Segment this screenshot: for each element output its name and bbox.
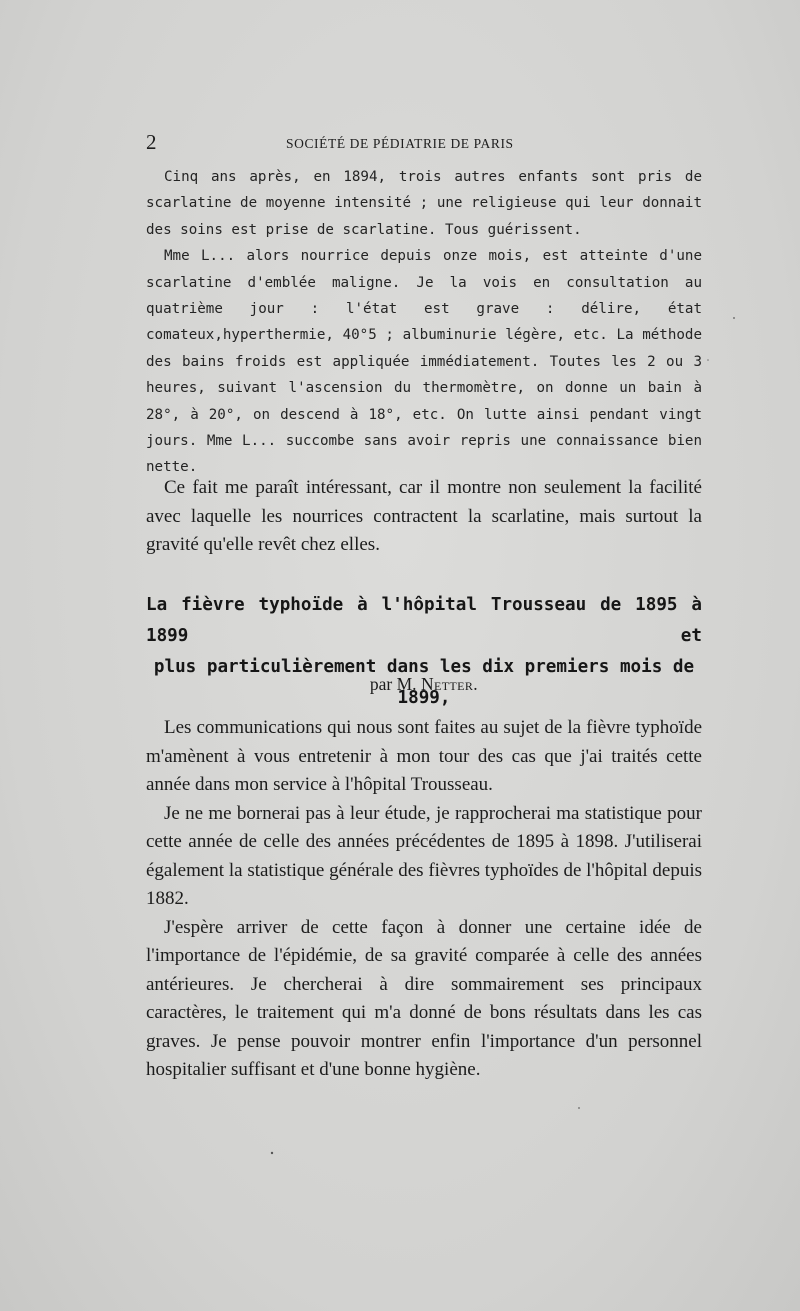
article-title [146, 590, 702, 714]
speck [733, 317, 735, 319]
article-title-line-1: La fièvre typhoïde à l'hôpital Trousseau de 1895 à 1899 et [146, 595, 702, 646]
page-number: 2 [146, 130, 157, 154]
previous-case-text [146, 164, 702, 481]
paragraph: Mme L... alors nourrice depuis onze mois, est atteinte d'une scarlatine d'emblée maligne. Je la vois en consultation au quatrième jour : l'état est grave : délire, état comateux,hyperthermie, 40°5 ; albuminurie légère, etc. La méthode des bains froids est appliquée immédiatement. Toutes les 2 ou 3 heures, suivant l'ascension du thermomètre, on donne un bain à 28°, à 20°, on descend à 18°, etc. On lutte ainsi pendant vingt jours. Mme L... succombe sans avoir repris une connaissance bien nette. [146, 248, 702, 476]
speck [578, 1107, 580, 1109]
paragraph: Cinq ans après, en 1894, trois autres enfants sont pris de scarlatine de moyenne intensité ; une religieuse qui leur donnait des soins est prise de scarlatine. Tous guérissent. [146, 169, 702, 238]
speck [271, 1152, 273, 1154]
paragraph: Je ne me bornerai pas à leur étude, je rapprocherai ma statistique pour cette année de celle des années précédentes de 1895 à 1898. J'utiliserai également la statistique générale des fièvres typhoïdes de l'hôpital depuis 1882. [146, 802, 702, 909]
running-title: SOCIÉTÉ DE PÉDIATRIE DE PARIS [286, 136, 514, 151]
paragraph: Ce fait me paraît intéressant, car il montre non seulement la facilité avec laquelle les nourrices contractent la scarlatine, mais surtout la gravité qu'elle revêt chez elles. [146, 477, 702, 556]
article-body [146, 714, 702, 1085]
article-title-line-2: plus particulièrement dans les dix premiers mois de 1899, [153, 657, 695, 708]
speck [707, 359, 709, 361]
author-name: Netter. [420, 674, 479, 694]
page-header [146, 128, 702, 158]
paragraph: Les communications qui nous sont faites au sujet de la fièvre typhoïde m'amènent à vous entretenir à mon tour des cas que j'ai traités cette année dans mon service à l'hôpital Trousseau. [146, 717, 702, 795]
paragraph: J'espère arriver de cette façon à donner une certaine idée de l'importance de l'épidémie, de sa gravité comparée à celle des années antérieures. Je chercherai à dire sommairement ses principaux caractères, le traitement qui m'a donné de bons résultats dans les cas graves. Je pense pouvoir montrer enfin l'importance d'un personnel hospitalier suffisant et d'une bonne hygiène. [146, 916, 702, 1080]
byline [146, 674, 702, 695]
conclusion-text [146, 474, 702, 560]
byline-prefix: par M. [369, 674, 417, 694]
